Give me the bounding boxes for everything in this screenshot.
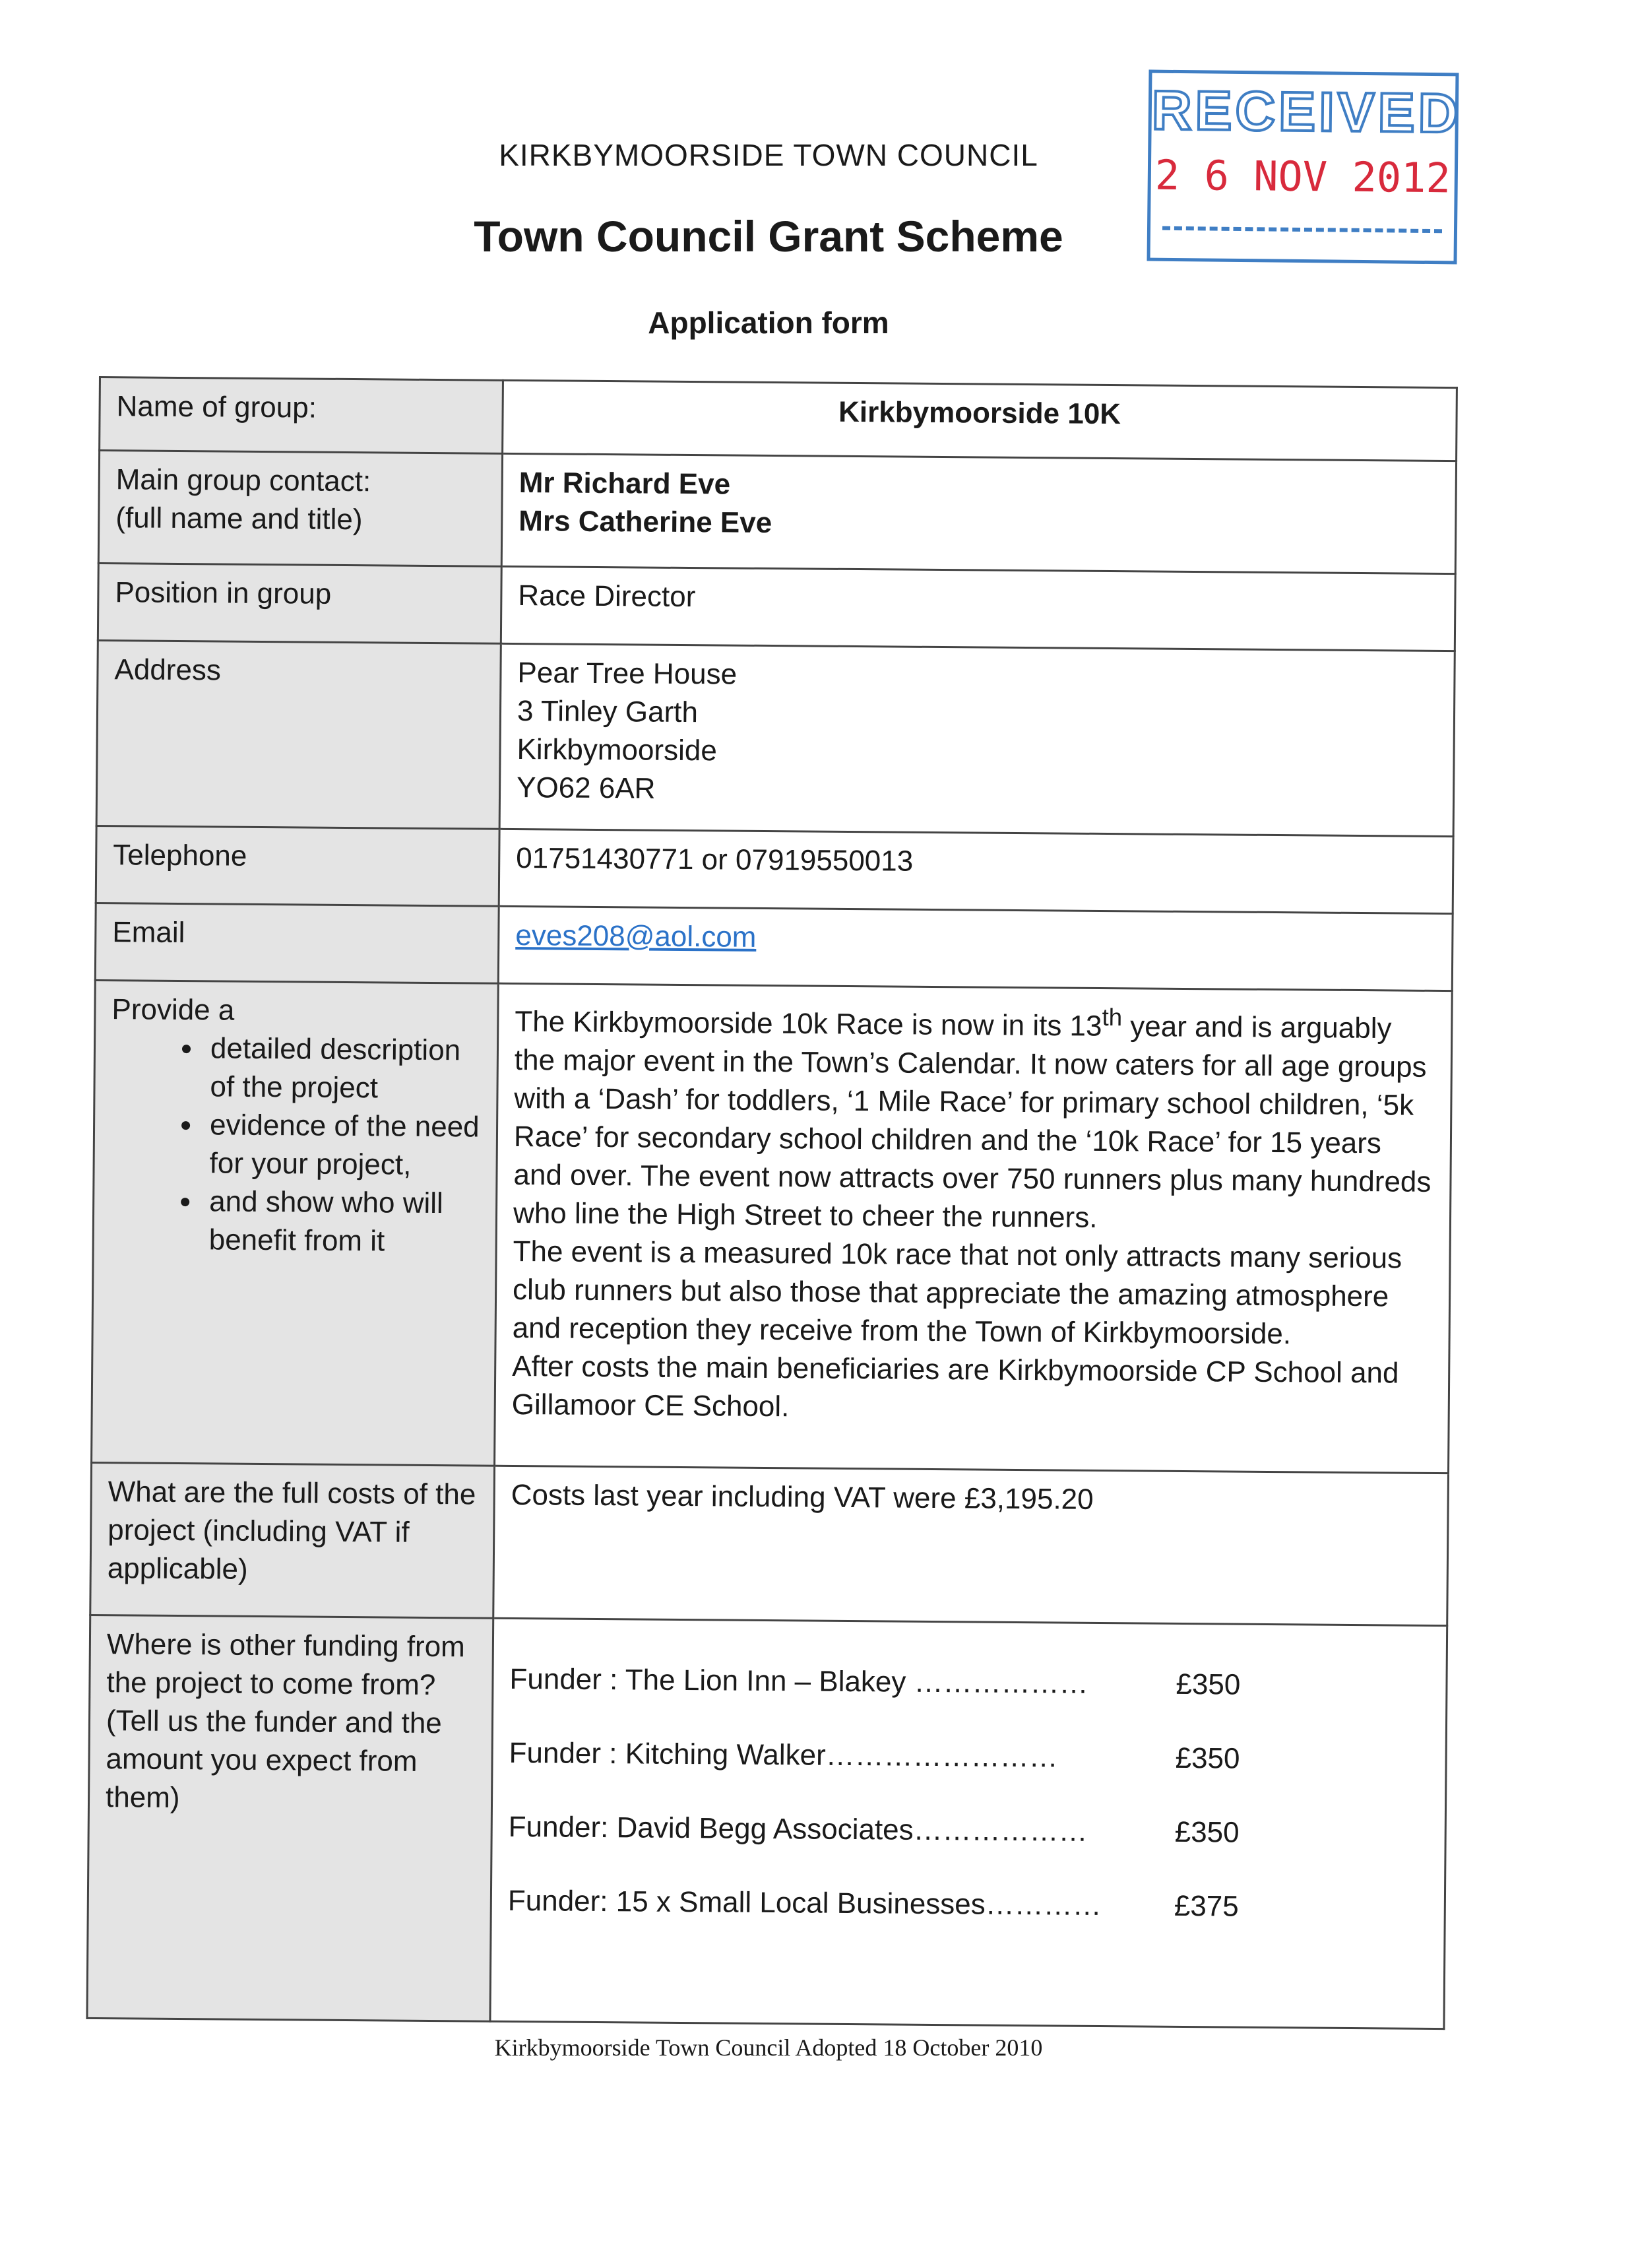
value-address bbox=[499, 643, 1455, 836]
form-subtitle: Application form bbox=[648, 306, 889, 340]
row-name-of-group bbox=[100, 377, 1457, 461]
funder-line bbox=[508, 1776, 1429, 1858]
funder-amount: £350 bbox=[1174, 1815, 1240, 1849]
contact-name-2: Mrs Catherine Eve bbox=[519, 505, 772, 540]
value-costs: Costs last year including VAT were £3,195.20 bbox=[493, 1466, 1449, 1625]
value-telephone: 01751430771 or 07919550013 bbox=[499, 829, 1453, 913]
funder-name: Funder : Kitching Walker…………………… bbox=[509, 1736, 1058, 1774]
funder-amount: £350 bbox=[1176, 1668, 1241, 1701]
stamp-signature-line bbox=[1162, 226, 1442, 233]
label-name-of-group: Name of group: bbox=[100, 377, 503, 454]
value-name-of-group: Kirkbymoorside 10K bbox=[503, 380, 1457, 461]
label-position: Position in group bbox=[98, 564, 501, 644]
label-address: Address bbox=[96, 640, 501, 829]
stamp-title: RECEIVED bbox=[1151, 79, 1462, 145]
application-form-table bbox=[86, 376, 1457, 2030]
funder-amount: £350 bbox=[1175, 1741, 1240, 1775]
description-requirements bbox=[110, 1029, 481, 1261]
label-main-contact-line-1: Main group contact: bbox=[115, 463, 371, 498]
row-address bbox=[96, 640, 1455, 836]
label-description-intro: Provide a bbox=[111, 993, 235, 1027]
funder-line bbox=[509, 1702, 1430, 1784]
stamp-date: 2 6 NOV 2012 bbox=[1154, 150, 1451, 203]
row-main-contact bbox=[98, 451, 1456, 574]
label-description bbox=[92, 980, 499, 1466]
funder-name: Funder: David Begg Associates……………… bbox=[508, 1810, 1088, 1848]
row-telephone bbox=[96, 826, 1453, 913]
address-line-1: Pear Tree House bbox=[517, 656, 738, 691]
label-main-contact-line-2: (full name and title) bbox=[115, 502, 363, 536]
requirement-item: • and show who will benefit from it bbox=[202, 1183, 480, 1261]
requirement-item: • evidence of the need for your project, bbox=[203, 1106, 480, 1184]
value-description bbox=[495, 983, 1453, 1473]
label-telephone: Telephone bbox=[96, 826, 499, 906]
description-paragraph-3: After costs the main beneficiaries are Kirkbymoorside CP School and Gillamoor CE School. bbox=[511, 1349, 1399, 1423]
requirement-item: • detailed description of the project bbox=[203, 1029, 481, 1108]
address-line-3: Kirkbymoorside bbox=[517, 732, 717, 767]
value-main-contact bbox=[501, 453, 1456, 573]
value-funding bbox=[490, 1618, 1447, 2028]
contact-name-1: Mr Richard Eve bbox=[519, 467, 731, 501]
row-position bbox=[98, 564, 1455, 651]
row-email bbox=[95, 903, 1453, 990]
label-funding: Where is other funding from the project to come from? (Tell us the funder and the amount you expect from them) bbox=[87, 1615, 493, 2021]
funder-line bbox=[508, 1850, 1429, 1931]
label-email: Email bbox=[95, 903, 499, 983]
label-main-contact bbox=[98, 451, 502, 567]
row-costs bbox=[90, 1462, 1449, 1625]
value-email bbox=[498, 906, 1453, 990]
description-paragraph-1-start: The Kirkbymoorside 10k Race is now in its 13 bbox=[515, 1005, 1102, 1043]
page-footer: Kirkbymoorside Town Council Adopted 18 October 2010 bbox=[494, 2034, 1043, 2061]
funder-name: Funder : The Lion Inn – Blakey ……………… bbox=[509, 1662, 1088, 1700]
description-paragraph-1 bbox=[513, 994, 1435, 1240]
funder-name: Funder: 15 x Small Local Businesses………… bbox=[507, 1884, 1102, 1922]
email-link[interactable]: eves208@aol.com bbox=[515, 919, 757, 954]
funder-amount: £375 bbox=[1174, 1889, 1239, 1923]
council-name: KIRKBYMOORSIDE TOWN COUNCIL bbox=[499, 138, 1038, 172]
ordinal-suffix: th bbox=[1102, 1003, 1123, 1031]
value-position: Race Director bbox=[501, 566, 1455, 651]
row-funding bbox=[87, 1615, 1447, 2028]
label-costs: What are the full costs of the project (including VAT if applicable) bbox=[90, 1462, 495, 1618]
address-line-2: 3 Tinley Garth bbox=[517, 694, 699, 729]
funder-line bbox=[509, 1629, 1430, 1710]
description-paragraph-1-rest: year and is arguably the major event in the Town’s Calendar. It now caters for all age groups with a ‘Dash’ for toddlers, ‘1 Mile Race’ for primary school children, ‘5k Race’ for secondary school children and the ‘10k Race’ for 15 years and over. The event now attracts over 750 runners plus many hundreds who line the High Street to cheer the runners. bbox=[513, 1010, 1432, 1234]
address-line-4: YO62 6AR bbox=[516, 771, 656, 805]
row-description bbox=[92, 980, 1453, 1473]
form-title: Town Council Grant Scheme bbox=[474, 212, 1063, 261]
description-paragraph-2: The event is a measured 10k race that not only attracts many serious club runners but also those that appreciate the amazing atmosphere and reception they receive from the Town of Kirkbymoorside. bbox=[512, 1235, 1402, 1350]
received-stamp bbox=[1147, 70, 1462, 265]
